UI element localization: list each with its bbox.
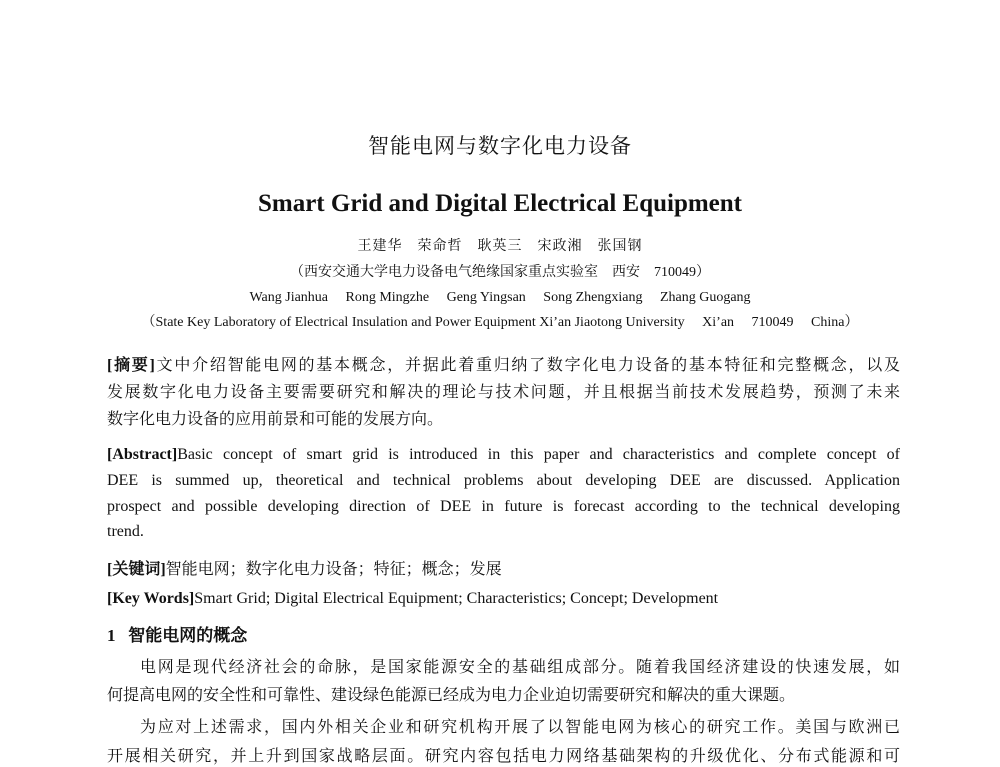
body-line: 何提高电网的安全性和可靠性、建设绿色能源已经成为电力企业迫切需要研究和解决的重大课题。 bbox=[107, 687, 796, 704]
keywords-en: [Key Words]Smart Grid; Digital Electrical Equipment; Characteristics; Concept; Development bbox=[107, 590, 719, 607]
abstract-zh-label: [摘要] bbox=[107, 357, 155, 374]
keywords-zh-label: [关键词] bbox=[107, 561, 166, 578]
keywords-en-label: [Key Words] bbox=[107, 590, 195, 607]
authors-en: Wang Jianhua Rong Mingzhe Geng Yingsan Song Zhengxiang Zhang Guogang bbox=[249, 290, 751, 305]
paper-title-zh: 智能电网与数字化电力设备 bbox=[368, 134, 632, 158]
keywords-zh: [关键词]智能电网；数字化电力设备；特征；概念；发展 bbox=[107, 561, 502, 578]
abstract-en-label: [Abstract] bbox=[107, 446, 178, 463]
abstract-en-line: DEE is summed up, theoretical and technical problems about developing DEE are discussed. Application bbox=[107, 472, 900, 489]
body-line: 为应对上述需求，国内外相关企业和研究机构开展了以智能电网为核心的研究工作。美国与欧洲已 bbox=[140, 719, 900, 736]
abstract-en-line: [Abstract]Basic concept of smart grid is introduced in this paper and characteristics and complete concept of bbox=[107, 446, 900, 463]
abstract-en-line: trend. bbox=[107, 523, 144, 540]
authors-zh: 王建华 荣命哲 耿英三 宋政湘 张国钢 bbox=[357, 239, 643, 254]
affiliation-zh: （西安交通大学电力设备电气绝缘国家重点实验室 西安 710049） bbox=[290, 265, 710, 280]
abstract-en-line: prospect and possible developing direction of DEE in future is forecast according to the technical developing bbox=[107, 498, 900, 515]
body-line: 开展相关研究，并上升到国家战略层面。研究内容包括电力网络基础架构的升级优化、分布式能源和可 bbox=[107, 748, 900, 765]
section-heading: 1 智能电网的概念 bbox=[107, 626, 248, 645]
body-line: 电网是现代经济社会的命脉，是国家能源安全的基础组成部分。随着我国经济建设的快速发展，如 bbox=[140, 659, 900, 676]
abstract-zh-line: 数字化电力设备的应用前景和可能的发展方向。 bbox=[107, 411, 444, 428]
abstract-zh-line: 发展数字化电力设备主要需要研究和解决的理论与技术问题，并且根据当前技术发展趋势，预测了未来 bbox=[107, 384, 900, 401]
affiliation-en: （State Key Laboratory of Electrical Insulation and Power Equipment Xi’an Jiaotong University Xi’an 710049 China） bbox=[141, 315, 859, 330]
paper-title-en: Smart Grid and Digital Electrical Equipment bbox=[257, 190, 743, 217]
abstract-zh-line: [摘要]文中介绍智能电网的基本概念，并据此着重归纳了数字化电力设备的基本特征和完整概念，以及 bbox=[107, 357, 900, 374]
